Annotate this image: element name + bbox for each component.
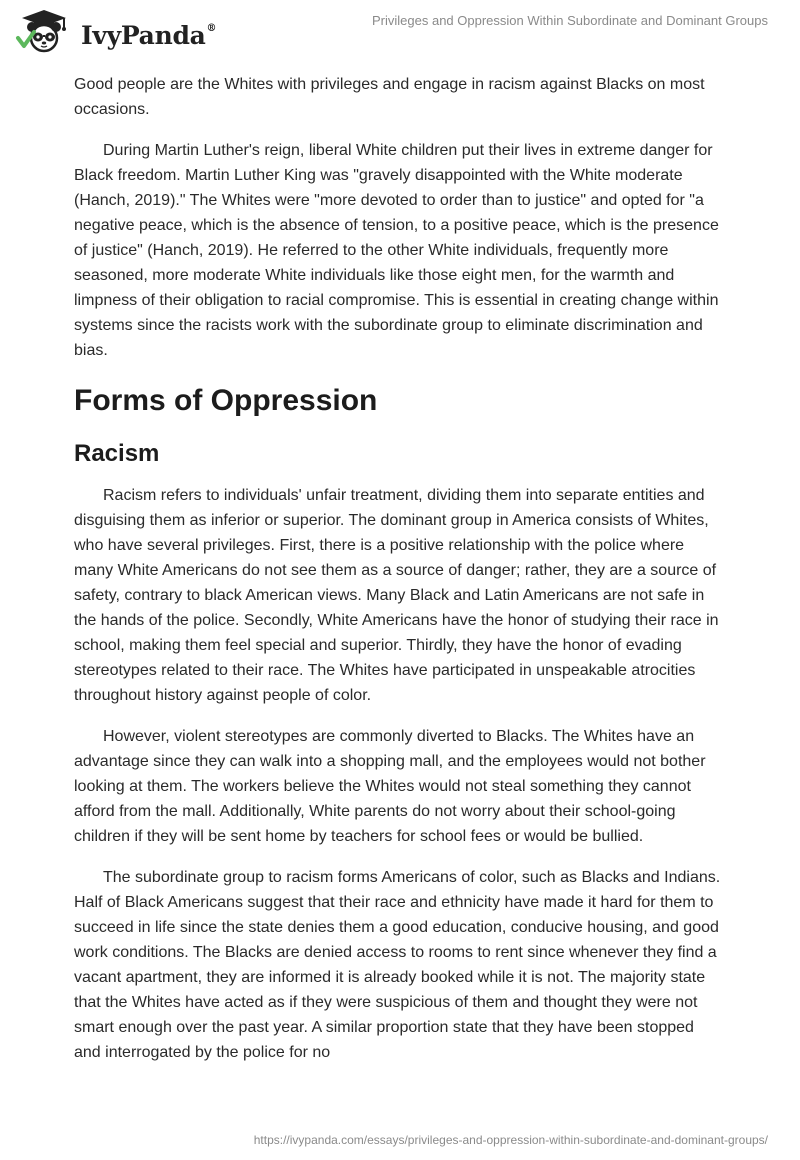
section-heading: Forms of Oppression [74, 384, 378, 417]
logo-text: IvyPanda® [81, 21, 217, 50]
paragraph: Good people are the Whites with privileges and engage in racism against Blacks on most occasions. [74, 76, 705, 118]
subsection-heading: Racism [74, 440, 160, 467]
paragraph: The subordinate group to racism forms Americans of color, such as Blacks and Indians. Half of Black Americans suggest that their race and ethnicity have made it hard for them to succeed in life since the state denies them a good education, conducive housing, and good work conditions. The Blacks are denied access to rooms to rent since whenever they find a vacant apartment, they are informed it is already booked while it is not. The majority state that the Whites have acted as if they were suspicious of them and thought they were not smart enough over the past year. A similar proportion state that they have been stopped and interrogated by the police for no [74, 869, 721, 1061]
paragraph: However, violent stereotypes are commonly diverted to Blacks. The Whites have an advantage since they can walk into a shopping mall, and the employees would not bother looking at them. The workers believe the Whites would not steal something they cannot afford from the mall. Additionally, White parents do not worry about their school-going children if they will be sent home by teachers for school fees or would be bullied. [74, 728, 706, 845]
panda-graduate-icon [14, 8, 76, 54]
ivypanda-logo[interactable] [14, 8, 284, 56]
registered-mark: ® [206, 23, 217, 34]
paragraph: Racism refers to individuals' unfair treatment, dividing them into separate entities and disguising them as inferior or superior. The dominant group in America consists of Whites, who have several privileges. First, there is a positive relationship with the police where many White Americans do not see them as a source of danger; rather, they are a source of safety, contrary to black American views. Many Black and Latin Americans are not safe in the hands of the police. Secondly, White Americans have the honor of studying their race in school, making them feel special and superior. Thirdly, they have the honor of evading stereotypes related to their race. The Whites have participated in unspeakable atrocities throughout history against people of color. [74, 487, 719, 704]
source-url[interactable]: https://ivypanda.com/essays/privileges-and-oppression-within-subordinate-and-dominant-groups/ [253, 1133, 768, 1147]
page-header [0, 0, 800, 70]
essay-body [74, 72, 724, 1081]
document-title: Privileges and Oppression Within Subordinate and Dominant Groups [372, 13, 768, 28]
paragraph: During Martin Luther's reign, liberal White children put their lives in extreme danger for Black freedom. Martin Luther King was "gravely disappointed with the White moderate (Hanch, 2019)." The Whites were "more devoted to order than to justice" and opted for "a negative peace, which is the absence of tension, to a positive peace, which is the presence of justice" (Hanch, 2019). He referred to the other White individuals, frequently more seasoned, more moderate White individuals like those eight men, for the warmth and limpness of their obligation to racial compromise. This is essential in creating change within systems since the racists work with the subordinate group to eliminate discrimination and bias. [74, 142, 719, 359]
